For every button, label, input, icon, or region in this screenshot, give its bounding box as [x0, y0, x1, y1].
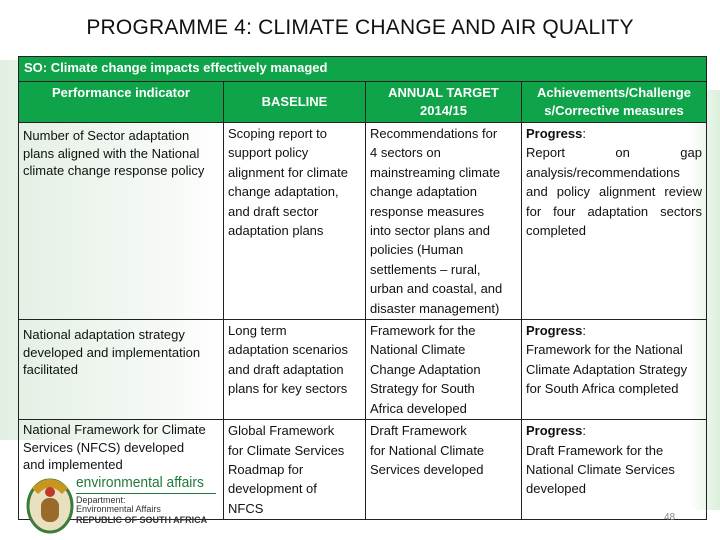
- header-baseline: BASELINE: [224, 82, 366, 123]
- header-indicator: Performance indicator: [19, 82, 224, 123]
- logo-divider: [76, 493, 216, 494]
- logo-department: Department: Environmental Affairs: [76, 495, 161, 514]
- logo-name: environmental affairs: [76, 474, 204, 491]
- indicator-cell: National adaptation strategy developed and implementation facilitated: [19, 320, 224, 420]
- baseline-cell: Long term adaptation scenarios and draft adaptation plans for key sectors: [224, 320, 366, 420]
- baseline-cell: Global Framework for Climate Services Roadmap for development of NFCS: [224, 420, 366, 520]
- indicator-cell: Number of Sector adaptation plans aligned with the National climate change response policy: [19, 123, 224, 320]
- table-row: [19, 123, 707, 320]
- progress-label: Progress: [526, 126, 583, 141]
- target-cell: Recommendations for 4 sectors on mainstreaming climate change adaptation response measures into sector plans and policies (Human settlements – rural, urban and coastal, and disaster management): [366, 123, 522, 320]
- achievement-cell: Progress: Report on gap analysis/recommendations and policy alignment review for four adaptation sectors completed: [522, 123, 707, 320]
- progress-label: Progress: [526, 323, 583, 339]
- achievement-cell: Progress: Draft Framework for the National Climate Services developed: [522, 420, 707, 520]
- header-achievements: Achievements/Challenge s/Corrective measures: [522, 82, 707, 123]
- logo-country: REPUBLIC OF SOUTH AFRICA: [76, 515, 208, 525]
- page-title: PROGRAMME 4: CLIMATE CHANGE AND AIR QUALITY: [86, 16, 634, 39]
- progress-label: Progress: [526, 423, 583, 439]
- baseline-cell: Scoping report to support policy alignment for climate change adaptation, and draft sector adaptation plans: [224, 123, 366, 320]
- achievement-text: Draft Framework for the National Climate Services developed: [526, 442, 675, 497]
- page-number: 48: [664, 512, 676, 523]
- target-cell: Framework for the National Climate Change Adaptation Strategy for South Africa developed: [366, 320, 522, 420]
- achievement-text: Report on gap analysis/recommendations and policy alignment review for four adaptation sectors completed: [526, 145, 702, 239]
- target-cell: Draft Framework for National Climate Services developed: [366, 420, 522, 520]
- header-target: ANNUAL TARGET 2014/15: [366, 82, 522, 123]
- indicator-cell: National Framework for Climate Services (NFCS) developed and implemented: [19, 420, 224, 520]
- performance-table: [18, 56, 707, 520]
- table-row: [19, 320, 707, 420]
- achievement-text: Framework for the National Climate Adaptation Strategy for South Africa completed: [526, 342, 688, 397]
- strategic-objective: SO: Climate change impacts effectively managed: [19, 57, 707, 82]
- achievement-cell: Progress: Framework for the National Climate Adaptation Strategy for South Africa completed: [522, 320, 707, 420]
